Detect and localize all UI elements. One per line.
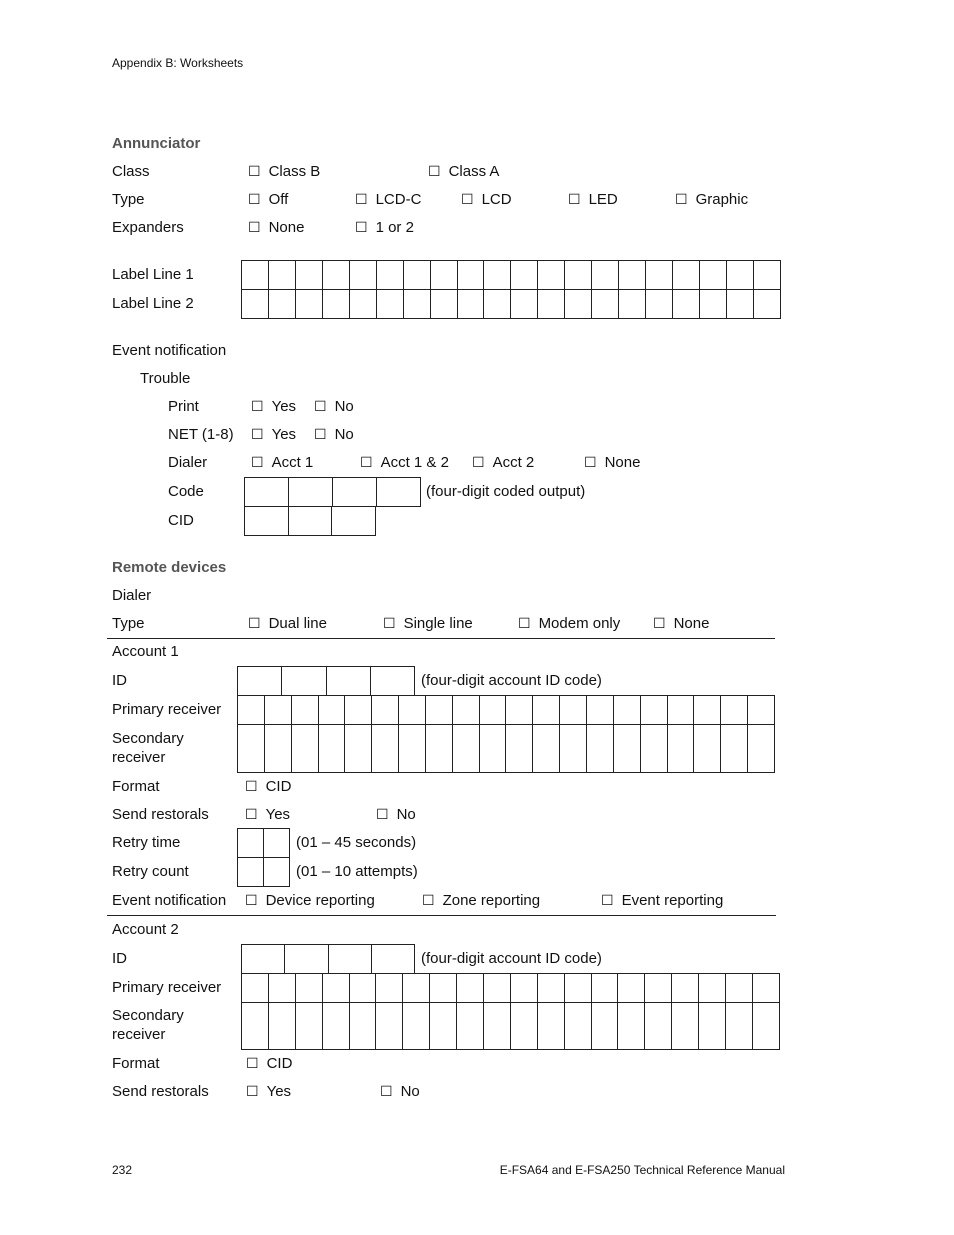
grid-cell[interactable] — [322, 1003, 349, 1050]
account-1-event-notification-label: Event notification — [112, 892, 227, 909]
grid-cell[interactable] — [619, 261, 646, 290]
grid-cell[interactable] — [646, 290, 673, 319]
checkbox-label: No — [400, 1083, 420, 1100]
grid-cell[interactable] — [538, 261, 565, 290]
checkbox-label: None — [268, 219, 305, 236]
code-label: Code — [168, 483, 204, 500]
checkbox-label: CID — [265, 778, 292, 795]
account-1-retry-time-grid[interactable] — [237, 828, 290, 858]
grid-cell[interactable] — [673, 261, 700, 290]
account-1-retry-time-label: Retry time — [112, 834, 181, 851]
checkbox-icon: ☐ — [314, 427, 327, 443]
grid-cell[interactable] — [479, 725, 506, 773]
grid-cell[interactable] — [533, 696, 560, 725]
account-1-primary-receiver-label: Primary receiver — [112, 701, 222, 718]
grid-cell[interactable] — [537, 1003, 564, 1050]
grid-cell[interactable] — [618, 1003, 645, 1050]
checkbox-label: LED — [588, 191, 618, 208]
checkbox-account-2-cid[interactable] — [246, 1055, 292, 1073]
grid-cell[interactable] — [430, 261, 457, 290]
checkbox-icon: ☐ — [568, 192, 581, 208]
grid-cell[interactable] — [511, 290, 538, 319]
checkbox-icon: ☐ — [383, 616, 396, 632]
grid-cell[interactable] — [457, 261, 484, 290]
section-heading-annunciator: Annunciator — [112, 135, 201, 152]
checkbox-dialer-acct-1-and-2[interactable] — [360, 454, 449, 472]
grid-cell[interactable] — [538, 290, 565, 319]
grid-cell[interactable] — [372, 725, 399, 773]
checkbox-icon: ☐ — [461, 192, 474, 208]
grid-cell[interactable] — [721, 696, 748, 725]
expanders-label: Expanders — [112, 219, 184, 236]
grid-cell[interactable] — [238, 696, 265, 725]
checkbox-icon: ☐ — [355, 220, 368, 236]
footer-title: E-FSA64 and E-FSA250 Technical Reference Manual — [499, 1163, 785, 1177]
grid-cell[interactable] — [591, 974, 618, 1003]
checkbox-icon: ☐ — [675, 192, 688, 208]
checkbox-icon: ☐ — [314, 399, 327, 415]
grid-cell[interactable] — [667, 696, 694, 725]
grid-cell[interactable] — [613, 696, 640, 725]
checkbox-icon: ☐ — [380, 1084, 393, 1100]
grid-cell[interactable] — [560, 696, 587, 725]
grid-cell[interactable] — [726, 261, 753, 290]
grid-cell[interactable] — [291, 696, 318, 725]
code-entry-grid[interactable] — [244, 477, 421, 507]
grid-cell[interactable] — [288, 507, 332, 536]
page-header: Appendix B: Worksheets — [112, 56, 244, 70]
grid-cell[interactable] — [268, 261, 295, 290]
grid-cell[interactable] — [592, 261, 619, 290]
grid-cell[interactable] — [564, 974, 591, 1003]
checkbox-icon: ☐ — [518, 616, 531, 632]
checkbox-net-yes[interactable] — [251, 426, 296, 444]
account-1-id-label: ID — [112, 672, 127, 689]
checkbox-event-reporting[interactable] — [601, 892, 723, 910]
grid-cell[interactable] — [399, 725, 426, 773]
grid-row — [238, 858, 290, 887]
label-line-1-label: Label Line 1 — [112, 266, 194, 283]
grid-cell[interactable] — [619, 290, 646, 319]
grid-cell[interactable] — [565, 261, 592, 290]
checkbox-icon: ☐ — [248, 192, 261, 208]
grid-cell[interactable] — [752, 974, 779, 1003]
checkbox-label: Modem only — [538, 615, 621, 632]
checkbox-label: Class A — [448, 163, 500, 180]
grid-cell[interactable] — [242, 945, 285, 974]
dialer-type-label: Type — [112, 615, 145, 632]
grid-cell[interactable] — [560, 725, 587, 773]
checkbox-type-off[interactable] — [248, 191, 288, 209]
net-label: NET (1-8) — [168, 426, 234, 443]
checkbox-zone-reporting[interactable] — [422, 892, 540, 910]
checkbox-account-1-restorals-no[interactable] — [376, 806, 416, 824]
grid-cell[interactable] — [694, 725, 721, 773]
checkbox-dialer-acct-2[interactable] — [472, 454, 534, 472]
checkbox-net-no[interactable] — [314, 426, 354, 444]
account-1-id-note: (four-digit account ID code) — [421, 672, 602, 689]
grid-cell[interactable] — [510, 1003, 537, 1050]
grid-cell[interactable] — [672, 974, 699, 1003]
account-2-title: Account 2 — [112, 921, 179, 938]
grid-cell[interactable] — [510, 974, 537, 1003]
grid-cell[interactable] — [753, 261, 780, 290]
grid-cell[interactable] — [457, 290, 484, 319]
grid-cell[interactable] — [295, 1003, 322, 1050]
checkbox-label: Graphic — [695, 191, 749, 208]
checkbox-single-line[interactable] — [383, 615, 473, 633]
grid-cell[interactable] — [285, 945, 328, 974]
grid-cell[interactable] — [245, 507, 289, 536]
grid-cell[interactable] — [425, 696, 452, 725]
checkbox-label: Acct 1 & 2 — [380, 454, 449, 471]
grid-cell[interactable] — [242, 290, 269, 319]
checkbox-label: No — [334, 398, 354, 415]
grid-cell[interactable] — [506, 725, 533, 773]
checkbox-icon: ☐ — [355, 192, 368, 208]
checkbox-label: Yes — [265, 806, 291, 823]
grid-cell[interactable] — [289, 478, 333, 507]
grid-cell[interactable] — [332, 507, 376, 536]
checkbox-account-2-restorals-no[interactable] — [380, 1083, 420, 1101]
account-1-retry-count-label: Retry count — [112, 863, 189, 880]
account-2-id-grid[interactable] — [241, 944, 415, 974]
label-line-2-label: Label Line 2 — [112, 295, 194, 312]
grid-cell[interactable] — [591, 1003, 618, 1050]
event-notification-label: Event notification — [112, 342, 227, 359]
checkbox-label: CID — [266, 1055, 293, 1072]
checkbox-type-lcd-c[interactable] — [355, 191, 421, 209]
checkbox-dual-line[interactable] — [248, 615, 327, 633]
account-1-format-label: Format — [112, 778, 160, 795]
account-2-secondary-receiver-label-2: receiver — [112, 1026, 166, 1043]
account-1-retry-count-note: (01 – 10 attempts) — [296, 863, 418, 880]
grid-cell[interactable] — [403, 1003, 430, 1050]
grid-cell[interactable] — [537, 974, 564, 1003]
checkbox-label: Yes — [271, 426, 297, 443]
grid-cell[interactable] — [748, 725, 775, 773]
checkbox-class-a[interactable] — [428, 163, 499, 181]
grid-cell[interactable] — [295, 290, 322, 319]
account-1-send-restorals-label: Send restorals — [112, 806, 209, 823]
grid-cell[interactable] — [753, 290, 780, 319]
grid-cell[interactable] — [318, 696, 345, 725]
grid-cell[interactable] — [238, 667, 282, 696]
grid-cell[interactable] — [613, 725, 640, 773]
grid-cell[interactable] — [726, 974, 753, 1003]
grid-cell[interactable] — [452, 696, 479, 725]
checkbox-icon: ☐ — [251, 427, 264, 443]
account-1-secondary-receiver-label-2: receiver — [112, 749, 166, 766]
grid-cell[interactable] — [264, 858, 290, 887]
checkbox-label: LCD-C — [375, 191, 422, 208]
grid-cell[interactable] — [645, 1003, 672, 1050]
grid-cell[interactable] — [484, 290, 511, 319]
grid-cell[interactable] — [726, 290, 753, 319]
grid-cell[interactable] — [673, 290, 700, 319]
grid-cell[interactable] — [242, 261, 269, 290]
grid-cell[interactable] — [565, 290, 592, 319]
grid-cell[interactable] — [349, 974, 376, 1003]
grid-cell[interactable] — [533, 725, 560, 773]
checkbox-account-2-restorals-yes[interactable] — [246, 1083, 291, 1101]
account-1-retry-time-note: (01 – 45 seconds) — [296, 834, 417, 851]
type-label: Type — [112, 191, 145, 208]
grid-cell[interactable] — [699, 974, 726, 1003]
grid-cell[interactable] — [752, 1003, 779, 1050]
grid-cell[interactable] — [479, 696, 506, 725]
grid-cell[interactable] — [452, 725, 479, 773]
checkbox-label: Yes — [266, 1083, 292, 1100]
grid-cell[interactable] — [372, 696, 399, 725]
grid-cell[interactable] — [370, 667, 414, 696]
checkbox-label: Event reporting — [621, 892, 724, 909]
grid-cell[interactable] — [376, 1003, 403, 1050]
grid-cell[interactable] — [376, 290, 403, 319]
checkbox-type-graphic[interactable] — [675, 191, 748, 209]
grid-cell[interactable] — [484, 1003, 511, 1050]
grid-cell[interactable] — [264, 829, 290, 858]
account-2-id-label: ID — [112, 950, 127, 967]
account-2-send-restorals-label: Send restorals — [112, 1083, 209, 1100]
grid-cell[interactable] — [345, 696, 372, 725]
checkbox-label: No — [334, 426, 354, 443]
account-1-primary-receiver-grid[interactable] — [237, 695, 775, 725]
dialer-label: Dialer — [168, 454, 208, 471]
grid-cell[interactable] — [377, 478, 421, 507]
grid-row — [245, 478, 421, 507]
divider — [107, 915, 776, 916]
checkbox-icon: ☐ — [248, 164, 261, 180]
checkbox-dialer-none[interactable] — [584, 454, 640, 472]
checkbox-label: No — [396, 806, 416, 823]
grid-cell[interactable] — [694, 696, 721, 725]
account-1-secondary-receiver-label-1: Secondary — [112, 730, 184, 747]
checkbox-label: Acct 1 — [271, 454, 314, 471]
grid-cell[interactable] — [268, 290, 295, 319]
grid-cell[interactable] — [264, 725, 291, 773]
checkbox-label: Acct 2 — [492, 454, 535, 471]
grid-cell[interactable] — [238, 858, 264, 887]
grid-cell[interactable] — [484, 974, 511, 1003]
grid-cell[interactable] — [371, 945, 414, 974]
checkbox-label: 1 or 2 — [375, 219, 414, 236]
checkbox-label: LCD — [481, 191, 512, 208]
grid-cell[interactable] — [511, 261, 538, 290]
grid-cell[interactable] — [399, 696, 426, 725]
checkbox-modem-only[interactable] — [518, 615, 620, 633]
checkbox-icon: ☐ — [246, 1056, 259, 1072]
trouble-label: Trouble — [140, 370, 191, 387]
checkbox-icon: ☐ — [360, 455, 373, 471]
checkbox-icon: ☐ — [245, 779, 258, 795]
class-label: Class — [112, 163, 150, 180]
grid-row — [238, 667, 415, 696]
page-number: 232 — [112, 1163, 133, 1177]
grid-cell[interactable] — [268, 1003, 295, 1050]
checkbox-print-yes[interactable] — [251, 398, 296, 416]
grid-cell[interactable] — [333, 478, 377, 507]
grid-cell[interactable] — [586, 696, 613, 725]
checkbox-type-led[interactable] — [568, 191, 618, 209]
grid-cell[interactable] — [322, 261, 349, 290]
grid-cell[interactable] — [592, 290, 619, 319]
checkbox-expanders-none[interactable] — [248, 219, 304, 237]
grid-cell[interactable] — [349, 290, 376, 319]
grid-cell[interactable] — [430, 290, 457, 319]
grid-cell[interactable] — [667, 725, 694, 773]
label-lines-entry-grid[interactable] — [241, 260, 781, 319]
grid-cell[interactable] — [349, 1003, 376, 1050]
grid-cell[interactable] — [430, 974, 457, 1003]
checkbox-type-none[interactable] — [653, 615, 709, 633]
grid-cell[interactable] — [640, 725, 667, 773]
checkbox-icon: ☐ — [376, 807, 389, 823]
grid-cell[interactable] — [618, 974, 645, 1003]
checkbox-type-lcd[interactable] — [461, 191, 512, 209]
checkbox-icon: ☐ — [422, 893, 435, 909]
print-label: Print — [168, 398, 199, 415]
grid-cell[interactable] — [430, 1003, 457, 1050]
account-1-title: Account 1 — [112, 643, 179, 660]
grid-row — [238, 829, 290, 858]
grid-cell[interactable] — [291, 725, 318, 773]
grid-cell[interactable] — [646, 261, 673, 290]
grid-cell[interactable] — [699, 290, 726, 319]
checkbox-label: Yes — [271, 398, 297, 415]
grid-cell[interactable] — [403, 974, 430, 1003]
account-2-primary-receiver-grid[interactable] — [241, 973, 780, 1003]
checkbox-icon: ☐ — [584, 455, 597, 471]
dialer-subheading: Dialer — [112, 587, 152, 604]
grid-cell[interactable] — [699, 261, 726, 290]
checkbox-icon: ☐ — [601, 893, 614, 909]
checkbox-device-reporting[interactable] — [245, 892, 375, 910]
checkbox-label: Dual line — [268, 615, 327, 632]
grid-cell[interactable] — [322, 290, 349, 319]
account-1-retry-count-grid[interactable] — [237, 857, 290, 887]
grid-cell[interactable] — [295, 974, 322, 1003]
grid-cell[interactable] — [699, 1003, 726, 1050]
checkbox-icon: ☐ — [248, 616, 261, 632]
grid-cell[interactable] — [564, 1003, 591, 1050]
grid-cell[interactable] — [645, 974, 672, 1003]
grid-cell[interactable] — [238, 829, 264, 858]
grid-cell[interactable] — [242, 974, 269, 1003]
grid-row — [242, 945, 415, 974]
grid-row — [242, 974, 780, 1003]
grid-cell[interactable] — [457, 974, 484, 1003]
grid-cell[interactable] — [748, 696, 775, 725]
code-note: (four-digit coded output) — [426, 483, 586, 500]
account-2-id-note: (four-digit account ID code) — [421, 950, 602, 967]
checkbox-icon: ☐ — [251, 399, 264, 415]
grid-cell[interactable] — [245, 478, 289, 507]
grid-cell[interactable] — [318, 725, 345, 773]
cid-entry-grid[interactable] — [244, 506, 376, 536]
grid-cell[interactable] — [349, 261, 376, 290]
account-1-secondary-receiver-grid[interactable] — [237, 724, 775, 773]
cid-label: CID — [168, 512, 194, 529]
checkbox-icon: ☐ — [428, 164, 441, 180]
grid-cell[interactable] — [282, 667, 326, 696]
grid-cell[interactable] — [376, 974, 403, 1003]
checkbox-label: Class B — [268, 163, 321, 180]
grid-cell[interactable] — [425, 725, 452, 773]
grid-cell[interactable] — [640, 696, 667, 725]
grid-cell[interactable] — [328, 945, 371, 974]
grid-cell[interactable] — [264, 696, 291, 725]
grid-cell[interactable] — [721, 725, 748, 773]
checkbox-print-no[interactable] — [314, 398, 354, 416]
account-2-secondary-receiver-grid[interactable] — [241, 1002, 780, 1050]
checkbox-icon: ☐ — [653, 616, 666, 632]
checkbox-icon: ☐ — [251, 455, 264, 471]
grid-cell[interactable] — [726, 1003, 753, 1050]
checkbox-icon: ☐ — [472, 455, 485, 471]
checkbox-account-1-cid[interactable] — [245, 778, 291, 796]
grid-cell[interactable] — [238, 725, 265, 773]
grid-cell[interactable] — [242, 1003, 269, 1050]
grid-cell[interactable] — [672, 1003, 699, 1050]
grid-row — [242, 1003, 780, 1050]
grid-cell[interactable] — [506, 696, 533, 725]
grid-cell[interactable] — [403, 261, 430, 290]
checkbox-dialer-acct-1[interactable] — [251, 454, 313, 472]
grid-row — [238, 696, 775, 725]
checkbox-label: Single line — [403, 615, 473, 632]
divider — [107, 638, 775, 639]
checkbox-icon: ☐ — [245, 807, 258, 823]
checkbox-class-b[interactable] — [248, 163, 320, 181]
checkbox-icon: ☐ — [245, 893, 258, 909]
checkbox-label: None — [673, 615, 710, 632]
grid-cell[interactable] — [586, 725, 613, 773]
grid-cell[interactable] — [457, 1003, 484, 1050]
grid-row — [238, 725, 775, 773]
grid-cell[interactable] — [376, 261, 403, 290]
checkbox-label: Device reporting — [265, 892, 375, 909]
grid-cell[interactable] — [403, 290, 430, 319]
account-2-primary-receiver-label: Primary receiver — [112, 979, 222, 996]
checkbox-label: Zone reporting — [442, 892, 541, 909]
grid-row — [242, 290, 781, 319]
grid-cell[interactable] — [345, 725, 372, 773]
checkbox-icon: ☐ — [248, 220, 261, 236]
grid-cell[interactable] — [268, 974, 295, 1003]
grid-cell[interactable] — [322, 974, 349, 1003]
grid-cell[interactable] — [295, 261, 322, 290]
grid-cell[interactable] — [484, 261, 511, 290]
section-heading-remote-devices: Remote devices — [112, 559, 227, 576]
account-2-secondary-receiver-label-1: Secondary — [112, 1007, 184, 1024]
account-2-format-label: Format — [112, 1055, 160, 1072]
checkbox-expanders-1-or-2[interactable] — [355, 219, 414, 237]
grid-row — [245, 507, 376, 536]
checkbox-icon: ☐ — [246, 1084, 259, 1100]
grid-row — [242, 261, 781, 290]
grid-cell[interactable] — [326, 667, 370, 696]
checkbox-label: None — [604, 454, 641, 471]
checkbox-account-1-restorals-yes[interactable] — [245, 806, 290, 824]
account-1-id-grid[interactable] — [237, 666, 415, 696]
checkbox-label: Off — [268, 191, 289, 208]
